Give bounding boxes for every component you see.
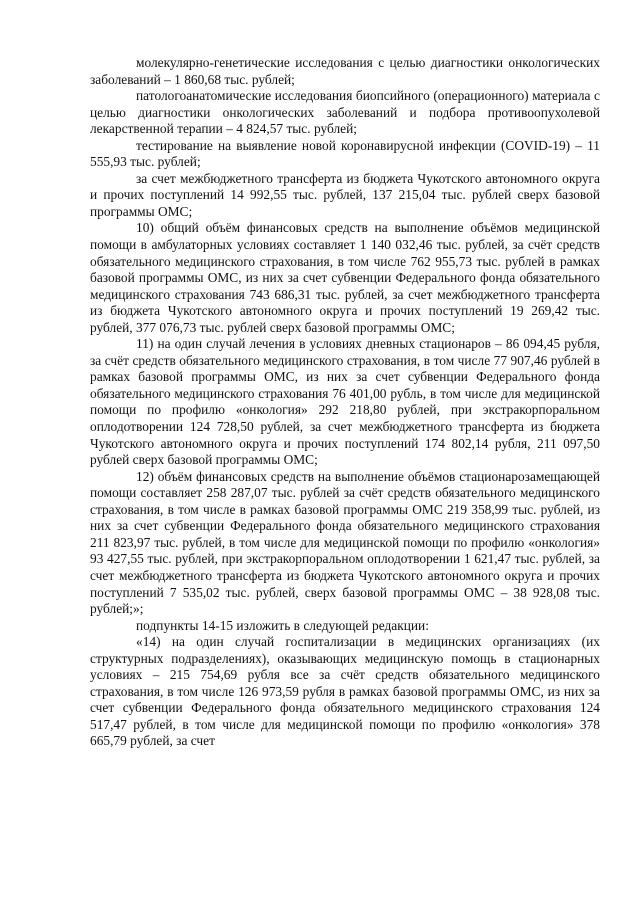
paragraph-subitems-14-15: подпункты 14-15 изложить в следующей редакции: [136, 617, 429, 633]
paragraph-molecular-genetic: молекулярно-генетические исследования с целью диагностики онкологических заболеваний – 1 860,68 тыс. рублей; [90, 55, 600, 87]
document-page [90, 55, 600, 750]
paragraph-covid-testing: тестирование на выявление новой коронавирусной инфекции (COVID-19) – 11 555,93 тыс. рублей; [90, 137, 600, 170]
paragraph-item-12: 12) объём финансовых средств на выполнение объёмов стационарозамещающей помощи составляет 258 287,07 тыс. рублей за счёт средств обязательного медицинского страхования, в том числе в рамках базовой программы ОМС 219 358,99 тыс. рублей, из них за счет субвенции Федерального фонда обязательного медицинского страхования 211 823,97 тыс. рублей, в том числе для медицинской помощи по профилю «онкология» 93 427,55 тыс. рублей, при экстракорпоральном оплодотворении 1 621,47 тыс. рублей, за счет межбюджетного трансферта из бюджета Чукотского автономного округа и прочих поступлений 7 535,02 тыс. рублей, сверх базовой программы ОМС – 38 928,08 тыс. рублей;»; [90, 468, 600, 617]
paragraph-pathology: патологоанатомические исследования биопсийного (операционного) материала с целью диагностики онкологических заболеваний и подбора противоопухолевой лекарственной терапии – 4 824,57 тыс. рублей; [90, 88, 600, 137]
paragraph-item-14: «14) на один случай госпитализации в медицинских организациях (их структурных подразделениях), оказывающих медицинскую помощь в стационарных условиях – 215 754,69 рубля все за счёт средств обязательного медицинского страхования, в том числе 126 973,59 рубля в рамках базовой программы ОМС, из них за счет субвенции Федерального фонда обязательного медицинского страхования 124 517,47 рублей, в том числе для медицинской помощи по профилю «онкология» 378 665,79 рублей, за счет [90, 634, 600, 749]
paragraph-item-11: 11) на один случай лечения в условиях дневных стационаров – 86 094,45 рубля, за счёт средств обязательного медицинского страхования, в том числе 77 907,46 рублей в рамках базовой программы ОМС, из них за счет субвенции Федерального фонда обязательного медицинского страхования 76 401,00 рубль, в том числе для медицинской помощи по профилю «онкология» 292 218,80 рублей, при экстракорпоральном оплодотворении 124 728,50 рублей, за счет межбюджетного трансферта из бюджета Чукотского автономного округа и прочих поступлений 174 802,14 рубля, 211 097,50 рублей сверх базовой программы ОМС; [90, 336, 600, 468]
paragraph-interbudget-transfer: за счет межбюджетного трансферта из бюджета Чукотского автономного округа и прочих поступлений 14 992,55 тыс. рублей, 137 215,04 тыс. рублей сверх базовой программы ОМС; [90, 170, 600, 219]
paragraph-item-10: 10) общий объём финансовых средств на выполнение объёмов медицинской помощи в амбулаторных условиях составляет 1 140 032,46 тыс. рублей, за счёт средств обязательного медицинского страхования, в том числе 762 955,73 тыс. рублей в рамках базовой программы ОМС, из них за счет субвенции Федерального фонда обязательного медицинского страхования 743 686,31 тыс. рублей, за счет межбюджетного трансферта из бюджета Чукотского автономного округа и прочих поступлений 19 269,42 тыс. рублей, 377 076,73 тыс. рублей сверх базовой программы ОМС; [90, 220, 600, 335]
